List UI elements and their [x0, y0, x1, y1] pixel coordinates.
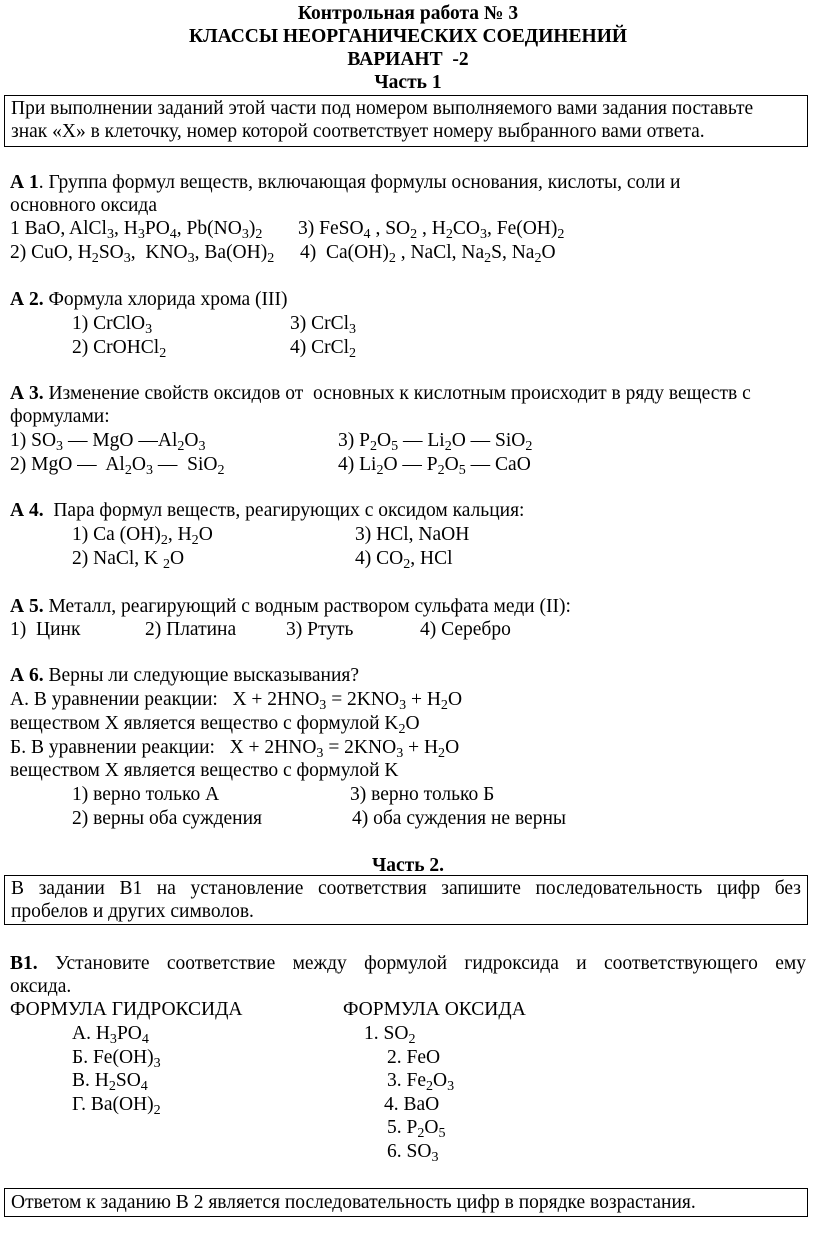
question-text-cont: оксида.	[10, 976, 72, 997]
question-a2	[10, 288, 288, 311]
answer-option: 4) Серебро	[420, 619, 511, 640]
part2-title: Часть 2.	[371, 855, 445, 876]
question-text: Металл, реагирующий с водным раствором сульфата меди (II):	[43, 596, 571, 617]
answer-option: 4) CrCl$_2$	[290, 337, 357, 361]
hydroxide-item: В. $H_2SO_4$	[72, 1070, 148, 1094]
question-text: . Группа формул веществ, включающая формулы основания, кислоты, соли и	[38, 172, 681, 193]
statement-a: А. В уравнении реакции: $X + 2HNO_3 = 2KNO_3 + H_2O$	[10, 689, 463, 713]
oxide-item: 5. $P_2O_5$	[387, 1117, 446, 1141]
column-header-hydroxide: ФОРМУЛА ГИДРОКСИДА	[10, 999, 243, 1020]
hydroxide-item: А. $H_3PO_4$	[72, 1023, 149, 1047]
answer-option: 3) верно только Б	[350, 784, 495, 805]
answer-option: 1) CrClO$_3$	[72, 313, 153, 337]
footer-note: Ответом к заданию В 2 является последовательность цифр в порядке возрастания.	[11, 1192, 696, 1213]
oxide-item: 3. $Fe_2O_3$	[387, 1070, 455, 1094]
footer-note-box	[4, 1188, 808, 1217]
question-label: А 5.	[10, 596, 44, 617]
question-label: А 6.	[10, 665, 44, 686]
question-label: В1.	[10, 953, 38, 974]
question-text: Установите соответствие между формулой гидроксида и соответствующего ему	[37, 953, 806, 974]
instruction-line: При выполнении заданий этой части под номером выполняемого вами задания поставьте	[11, 98, 754, 119]
answer-option: 2) Платина	[145, 619, 237, 640]
answer-option: 4) $Li_2O$ — $P_2O_5$ — CaO	[338, 454, 531, 478]
question-a4	[10, 499, 524, 522]
variant-label: ВАРИАНТ -2	[347, 49, 469, 70]
oxide-item: 1. $SO_2$	[364, 1023, 416, 1047]
answer-option: 4) $Ca(OH)_2$ , NaCl, $Na_2S$, $Na_2O$	[300, 242, 556, 266]
answer-option: 3) Ртуть	[286, 619, 354, 640]
question-text: Формула хлорида хрома (III)	[43, 289, 288, 310]
answer-option: 1 BaO, AlCl$_3$, $H_3PO_4$, $Pb(NO_3)_2$	[10, 218, 263, 242]
question-text-cont: основного оксида	[10, 195, 158, 216]
oxide-item: 2. FeO	[387, 1047, 441, 1068]
instruction-line: знак «Х» в клеточку, номер которой соответствует номеру выбранного вами ответа.	[11, 121, 705, 142]
statement-b-cont: веществом Х является вещество с формулой K	[10, 760, 399, 781]
question-label: А 2.	[10, 289, 44, 310]
hydroxide-item: Г. $Ba(OH)_2$	[72, 1094, 161, 1118]
doc-title: Контрольная работа № 3	[297, 3, 519, 24]
statement-b: Б. В уравнении реакции: $X + 2HNO_3 = 2KNO_3 + H_2O$	[10, 737, 460, 761]
question-label: А 3.	[10, 383, 44, 404]
oxide-item: 6. $SO_3$	[387, 1141, 439, 1165]
answer-option: 3) $P_2O_5$ — $Li_2O$ — SiO$_2$	[338, 430, 533, 454]
oxide-item: 4. BaO	[384, 1094, 440, 1115]
answer-option: 1) Ca $(OH)_2$, $H_2O$	[72, 524, 213, 548]
question-a3	[10, 382, 751, 405]
instruction-line: пробелов и других символов.	[11, 901, 254, 922]
question-text: Изменение свойств оксидов от основных к кислотным происходит в ряду веществ с	[43, 383, 751, 404]
answer-option: 2) NaCl, K $_2$O	[72, 548, 185, 572]
answer-option: 2) MgO — $Al_2O_3$ — SiO$_2$	[10, 454, 225, 478]
question-b1	[10, 952, 806, 975]
question-a1	[10, 171, 681, 194]
answer-option: 1) $SO_3$ — MgO $—Al_2O_3$	[10, 430, 206, 454]
question-a5	[10, 595, 571, 618]
answer-option: 4) $CO_2$, HCl	[355, 548, 453, 572]
answer-option: 3) HCl, NaOH	[355, 524, 470, 545]
instruction-box-part2	[4, 875, 808, 925]
answer-option: 2) CrOHCl$_2$	[72, 337, 167, 361]
column-header-oxide: ФОРМУЛА ОКСИДА	[343, 999, 526, 1020]
statement-a-cont: веществом Х является вещество с формулой $K_2O$	[10, 713, 420, 737]
question-text: Верны ли следующие высказывания?	[43, 665, 360, 686]
answer-option: 1) верно только А	[72, 784, 220, 805]
answer-option: 3) CrCl$_3$	[290, 313, 357, 337]
instruction-box-part1	[4, 95, 808, 147]
part1-title: Часть 1	[374, 72, 442, 93]
answer-option: 4) оба суждения не верны	[352, 808, 566, 829]
question-label: А 4.	[10, 500, 44, 521]
instruction-line: В задании В1 на установление соответствия запишите последовательность цифр без	[11, 878, 801, 899]
answer-option: 2) CuO, $H_2SO_3$, $KNO_3$, $Ba(OH)_2$	[10, 242, 275, 266]
question-a6	[10, 664, 359, 687]
doc-subtitle: КЛАССЫ НЕОРГАНИЧЕСКИХ СОЕДИНЕНИЙ	[188, 26, 628, 47]
answer-option: 1) Цинк	[10, 619, 81, 640]
hydroxide-item: Б. $Fe(OH)_3$	[72, 1047, 161, 1071]
answer-option: 2) верны оба суждения	[72, 808, 263, 829]
question-label: А 1	[10, 172, 39, 193]
question-text: Пара формул веществ, реагирующих с оксидом кальция:	[43, 500, 525, 521]
answer-option: 3) FeSO$_4$ , $SO_2$ , $H_2CO_3$, $Fe(OH)_2$	[298, 218, 565, 242]
question-text-cont: формулами:	[10, 406, 110, 427]
